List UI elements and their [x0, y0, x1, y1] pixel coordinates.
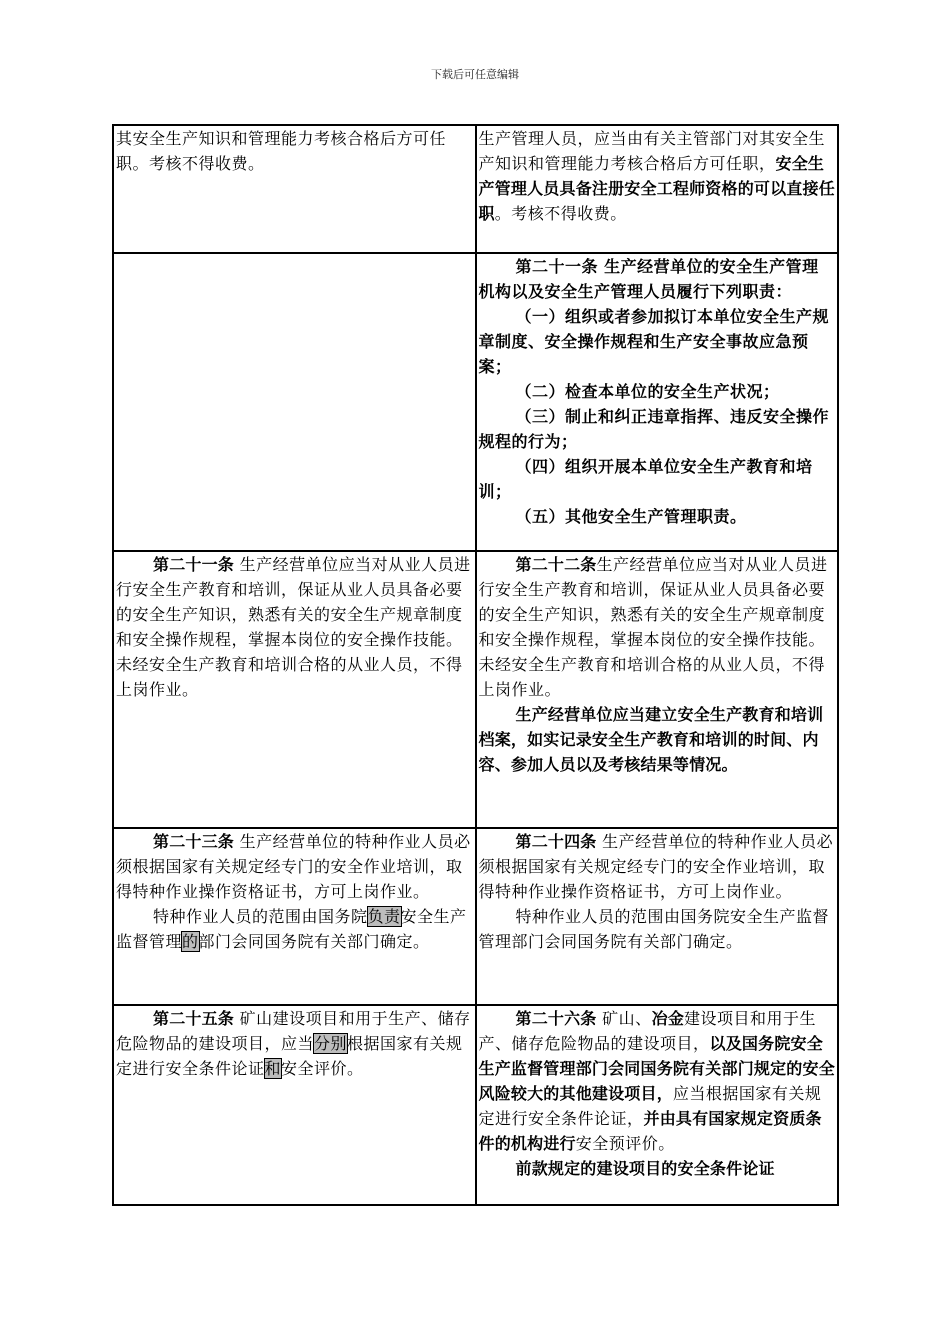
article-paragraph [479, 829, 836, 904]
article-paragraph: 特种作业人员的范围由国务院安全生产监督管理部门会同国务院有关部门确定。 [478, 907, 830, 951]
text-part: 安全预评价。 [575, 1134, 675, 1153]
table-row [113, 125, 838, 253]
duty-item: （五）其他安全生产管理职责。 [515, 507, 747, 526]
text-part: 安全生产监督管理 [116, 907, 467, 951]
article-body: 生产经营单位的特种作业人员必须根据国家有关规定经专门的安全作业培训，取得特种作业操作资格证书，方可上岗作业。 [116, 832, 471, 901]
article-paragraph [116, 1006, 473, 1081]
comparison-table [112, 124, 839, 1206]
table-row [113, 828, 838, 1005]
text-part: 应当根据国家有关规定进行安全条件论证， [478, 1084, 822, 1128]
added-text: 以及国务院安全生产监督管理部门会同国务院有关部门规定的安全风险较大的其他建设项目， [478, 1034, 835, 1103]
page-header: 下载后可任意编辑 [431, 68, 519, 81]
new-text-added: 安全生产管理人员具备注册安全工程师资格的可以直接任职 [478, 154, 835, 223]
new-text-part: 。考核不得收费。 [494, 204, 627, 223]
text-part: 部门会同国务院有关部门确定。 [198, 932, 430, 951]
article-paragraph [479, 1006, 836, 1156]
text-part: 矿山建设项目和用于生产、储存危险物品的建设项目，应当 [116, 1009, 471, 1053]
old-text-cell [113, 125, 476, 253]
deleted-highlight: 负责 [367, 907, 401, 926]
old-text-cell [113, 828, 476, 1005]
new-text-part: 生产管理人员，应当由有关主管部门对其安全生产知识和管理能力考核合格后方可任职， [478, 129, 826, 173]
article-paragraph [116, 829, 473, 904]
article-body: 生产经营单位应当对从业人员进行安全生产教育和培训，保证从业人员具备必要的安全生产知识，熟悉有关的安全生产规章制度和安全操作规程，掌握本岗位的安全操作技能。未经安全生产教育和培训合格的从业人员，不得上岗作业。 [478, 555, 828, 699]
article-number: 第二十四条 [515, 832, 597, 851]
new-text-cell [476, 828, 839, 1005]
text-part: 建设项目和用于生产、储存危险物品的建设项目， [478, 1009, 817, 1053]
table-row [113, 1005, 838, 1205]
added-paragraph: 生产经营单位应当建立安全生产教育和培训档案，如实记录安全生产教育和培训的时间、内容、参加人员以及考核结果等情况。 [478, 705, 824, 774]
new-text [479, 126, 836, 226]
added-text: 并由具有国家规定资质条件的机构进行 [478, 1109, 822, 1153]
deleted-highlight: 和 [264, 1059, 282, 1078]
article-number: 第二十二条 [515, 555, 597, 574]
old-text-cell [113, 1005, 476, 1205]
text-part: 特种作业人员的范围由国务院 [153, 907, 368, 926]
deleted-highlight: 的 [182, 932, 199, 951]
text-part: 根据国家有关规定进行安全条件论证 [116, 1034, 463, 1078]
article-number: 第二十六条 [515, 1009, 597, 1028]
article-number: 第二十五条 [153, 1009, 235, 1028]
old-text-cell [113, 253, 476, 551]
text-part: 矿山、 [602, 1009, 652, 1028]
new-text-cell [476, 125, 839, 253]
new-text-cell [476, 253, 839, 551]
article-paragraph [479, 552, 836, 702]
article-paragraph [116, 552, 473, 702]
duty-item: （一）组织或者参加拟订本单位安全生产规章制度、安全操作规程和生产安全事故应急预案； [478, 307, 830, 376]
text-part: 安全评价。 [281, 1059, 364, 1078]
deleted-highlight: 分别 [314, 1034, 348, 1053]
article-paragraph [116, 904, 473, 954]
article-number: 第二十三条 [153, 832, 235, 851]
added-text: 冶金 [651, 1009, 685, 1028]
duty-item: （四）组织开展本单位安全生产教育和培训； [478, 457, 813, 501]
new-text-cell [476, 1005, 839, 1205]
article-body: 生产经营单位应当对从业人员进行安全生产教育和培训，保证从业人员具备必要的安全生产知识，熟悉有关的安全生产规章制度和安全操作规程，掌握本岗位的安全操作技能。未经安全生产教育和培训合格的从业人员，不得上岗作业。 [116, 555, 471, 699]
article-title: 第二十一条 生产经营单位的安全生产管理机构以及安全生产管理人员履行下列职责： [478, 257, 819, 301]
table-row [113, 253, 838, 551]
new-text-cell [476, 551, 839, 828]
old-text-cell [113, 551, 476, 828]
article-body: 生产经营单位的特种作业人员必须根据国家有关规定经专门的安全作业培训，取得特种作业操作资格证书，方可上岗作业。 [478, 832, 834, 901]
old-text: 其安全生产知识和管理能力考核合格后方可任职。考核不得收费。 [116, 129, 447, 173]
table-row [113, 551, 838, 828]
duty-item: （二）检查本单位的安全生产状况； [515, 382, 780, 401]
article-number: 第二十一条 [153, 555, 235, 574]
duty-item: （三）制止和纠正违章指挥、违反安全操作规程的行为； [478, 407, 830, 451]
added-paragraph: 前款规定的建设项目的安全条件论证 [515, 1159, 775, 1178]
